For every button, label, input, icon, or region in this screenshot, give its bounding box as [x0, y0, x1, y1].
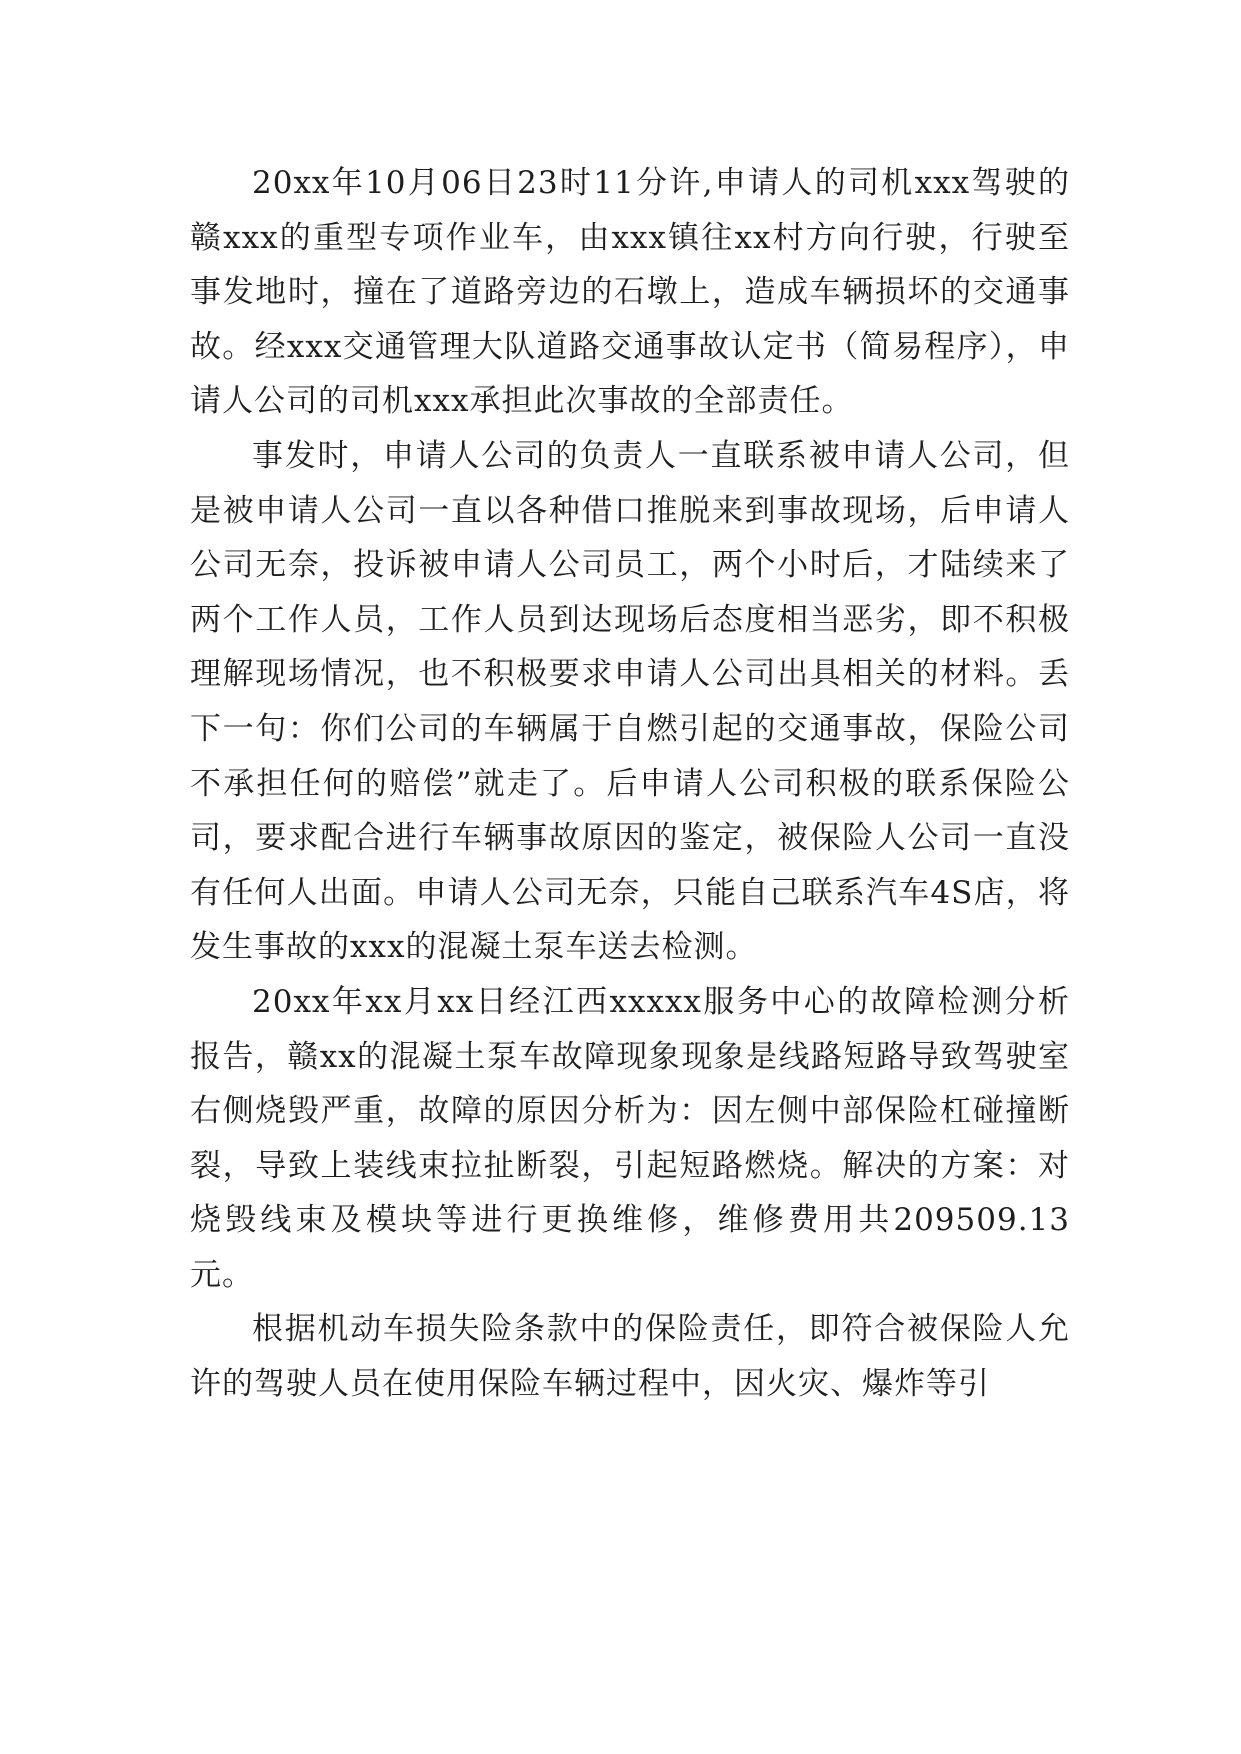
document-body: [190, 156, 1070, 1412]
paragraph-insurer-response: 事发时，申请人公司的负责人一直联系被申请人公司，但是被申请人公司一直以各种借口推脱来到事故现场，后申请人公司无奈，投诉被申请人公司员工，两个小时后，才陆续来了两个工作人员，工作人员到达现场后态度相当恶劣，即不积极理解现场情况，也不积极要求申请人公司出具相关的材料。丢下一句：你们公司的车辆属于自燃引起的交通事故，保险公司不承担任何的赔偿”就走了。后申请人公司积极的联系保险公司，要求配合进行车辆事故原因的鉴定，被保险人公司一直没有任何人出面。申请人公司无奈，只能自己联系汽车4S店，将发生事故的xxx的混凝土泵车送去检测。: [190, 437, 1070, 966]
paragraph-accident-description: 20xx年10月06日23时11分许,申请人的司机xxx驾驶的赣xxx的重型专项作业车，由xxx镇往xx村方向行驶，行驶至事发地时，撞在了道路旁边的石墩上，造成车辆损坏的交通事故。经xxx交通管理大队道路交通事故认定书（简易程序），申请人公司的司机xxx承担此次事故的全部责任。: [190, 165, 1070, 420]
paragraph-fault-report: 20xx年xx月xx日经江西xxxxx服务中心的故障检测分析报告，赣xx的混凝土泵车故障现象现象是线路短路导致驾驶室右侧烧毁严重，故障的原因分析为：因左侧中部保险杠碰撞断裂，导致上装线束拉扯断裂，引起短路燃烧。解决的方案：对烧毁线束及模块等进行更换维修，维修费用共209509.13元。: [190, 983, 1070, 1293]
paragraph-insurance-clause: 根据机动车损失险条款中的保险责任，即符合被保险人允许的驾驶人员在使用保险车辆过程中，因火灾、爆炸等引: [190, 1311, 1070, 1403]
